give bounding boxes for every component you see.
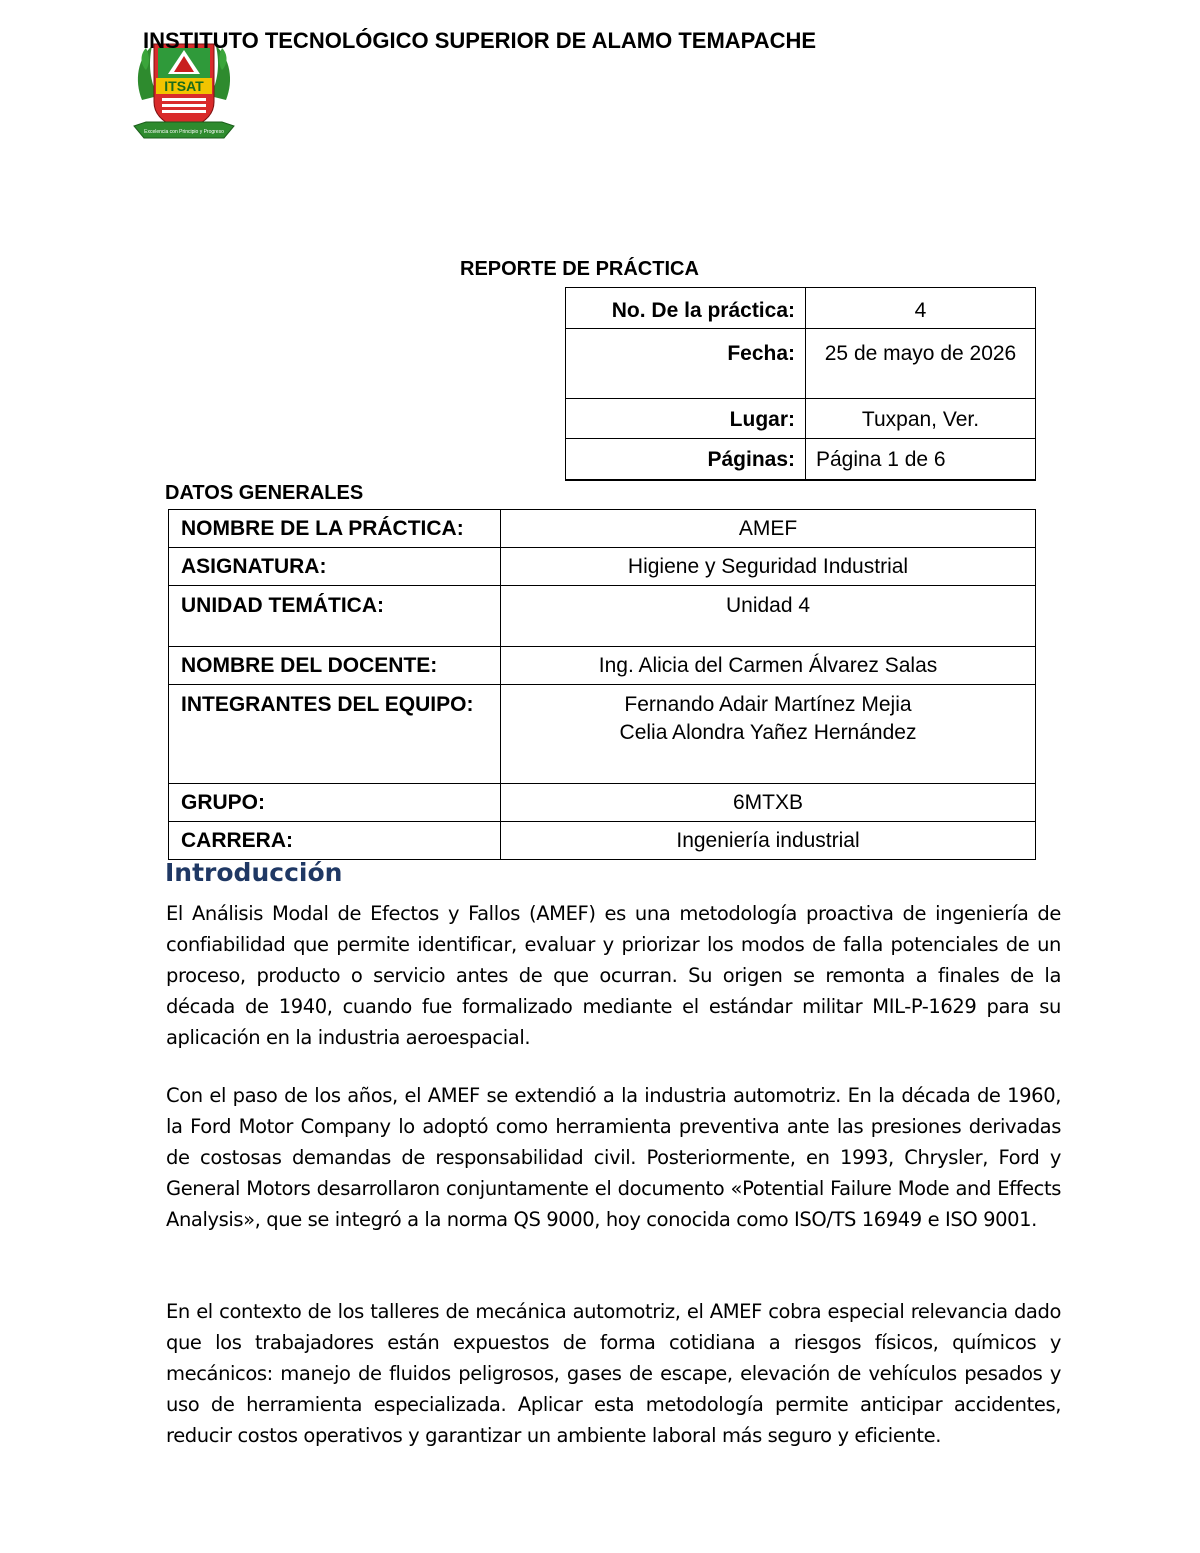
pages-value: Página 1 de 6 [806,439,1036,480]
table-row [169,510,1036,548]
date-label: Fecha: [566,329,806,399]
intro-paragraph: Con el paso de los años, el AMEF se extendió a la industria automotriz. En la década de 1960, la Ford Motor Company lo adoptó como herramienta preventiva ante las presiones derivadas de costosas demandas de responsabilidad civil. Posteriormente, en 1993, Chrysler, Ford y General Motors desarrollaron conjuntamente el documento «Potential Failure Mode and Effects Analysis», que se integró a la norma QS 9000, hoy conocida como ISO/TS 16949 e ISO 9001. [166,1084,1061,1231]
place-label: Lugar: [566,399,806,439]
general-data-table [168,509,1036,860]
practice-meta-table [565,287,1036,481]
team-members-value [501,685,1036,784]
team-member: Fernando Adair Martínez Mejia [624,693,912,716]
table-row [566,399,1036,439]
table-row [169,548,1036,586]
career-label: CARRERA: [169,822,501,860]
table-row [566,439,1036,480]
table-row [169,647,1036,685]
group-label: GRUPO: [169,784,501,822]
pages-label: Páginas: [566,439,806,480]
general-data-heading: DATOS GENERALES [165,482,364,504]
table-row [169,822,1036,860]
team-members-label: INTEGRANTES DEL EQUIPO: [169,685,501,784]
svg-text:ITSAT: ITSAT [164,78,204,94]
practice-number-label: No. De la práctica: [566,288,806,329]
unit-label: UNIDAD TEMÁTICA: [169,586,501,647]
intro-paragraph: El Análisis Modal de Efectos y Fallos (AMEF) es una metodología proactiva de ingeniería de confiabilidad que permite identificar, evaluar y priorizar los modos de falla potenciales de un proceso, producto o servicio antes de que ocurran. Su origen se remonta a finales de la década de 1940, cuando fue formalizado mediante el estándar militar MIL-P-1629 para su aplicación en la industria aeroespacial. [166,902,1061,1049]
report-title: REPORTE DE PRÁCTICA [460,258,699,280]
institution-name: INSTITUTO TECNOLÓGICO SUPERIOR DE ALAMO TEMAPACHE [143,28,817,53]
practice-number-value: 4 [806,288,1036,329]
date-value: 25 de mayo de 2026 [806,329,1036,399]
practice-name-value: AMEF [501,510,1036,548]
table-row [566,288,1036,329]
group-value: 6MTXB [501,784,1036,822]
unit-value: Unidad 4 [501,586,1036,647]
table-row [169,685,1036,784]
practice-name-label: NOMBRE DE LA PRÁCTICA: [169,510,501,548]
teacher-label: NOMBRE DEL DOCENTE: [169,647,501,685]
career-value: Ingeniería industrial [501,822,1036,860]
team-member: Celia Alondra Yañez Hernández [619,721,917,744]
table-row [169,784,1036,822]
intro-heading: Introducción [165,858,343,887]
table-row [169,586,1036,647]
svg-text:Excelencia con Principio y Pro: Excelencia con Principio y Progreso [144,129,224,135]
table-row [566,329,1036,399]
intro-paragraph: En el contexto de los talleres de mecánica automotriz, el AMEF cobra especial relevancia dado que los trabajadores están expuestos de forma cotidiana a riesgos físicos, químicos y mecánicos: manejo de fluidos peligrosos, gases de escape, elevación de vehículos pesados y uso de herramienta especializada. Aplicar esta metodología permite anticipar accidentes, reducir costos operativos y garantizar un ambiente laboral más seguro y eficiente. [166,1300,1061,1447]
subject-label: ASIGNATURA: [169,548,501,586]
subject-value: Higiene y Seguridad Industrial [501,548,1036,586]
teacher-value: Ing. Alicia del Carmen Álvarez Salas [501,647,1036,685]
place-value: Tuxpan, Ver. [806,399,1036,439]
